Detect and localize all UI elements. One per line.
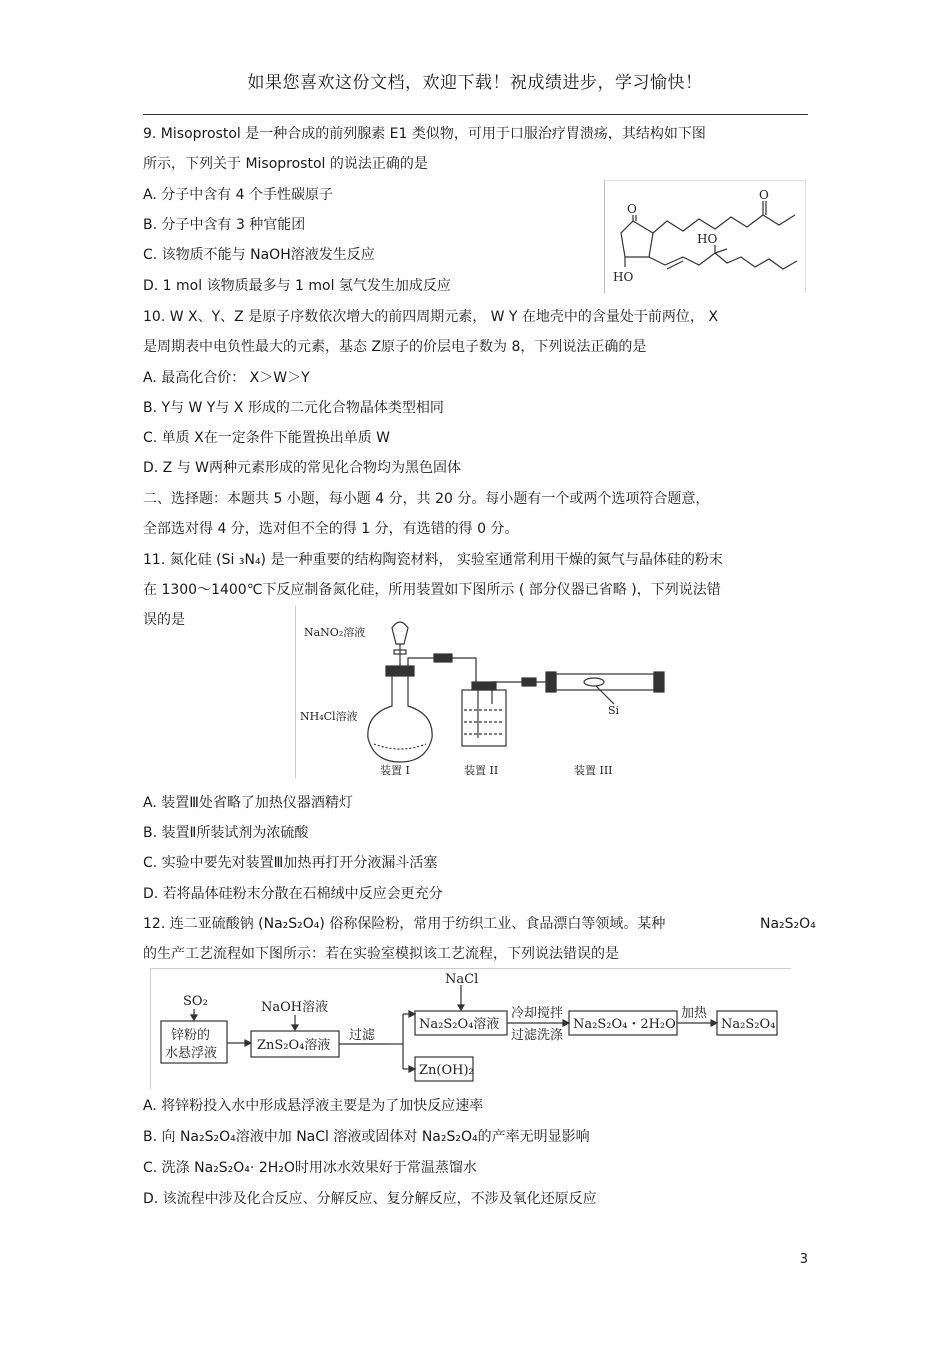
q11-stem-line3: 误的是 (143, 612, 185, 628)
si-label: Si (608, 704, 620, 717)
q10-option-c: C. 单质 X在一定条件下能置换出单质 W (143, 430, 391, 446)
page-number: 3 (799, 1252, 808, 1267)
filter-label: 过滤 (349, 1028, 376, 1043)
apparatus-figure (295, 606, 676, 778)
q10-stem-line2: 是周期表中电负性最大的元素，基态 Z原子的价层电子数为 8，下列说法正确的是 (143, 339, 647, 355)
ketone-o-label: O (627, 202, 637, 216)
q9-option-c: C. 该物质不能与 NaOH溶液发生反应 (143, 247, 375, 263)
q9-stem-line2: 所示，下列关于 Misoprostol 的说法正确的是 (143, 156, 428, 172)
apparatus-1-label: 装置 I (380, 764, 410, 777)
so2-label: SO₂ (183, 994, 208, 1009)
apparatus-3-label: 装置 III (574, 764, 613, 777)
q11-option-a: A. 装置Ⅲ处省略了加热仪器酒精灯 (143, 795, 353, 811)
misoprostol-structure (604, 180, 806, 293)
process-flow-figure (150, 968, 791, 1089)
q12-stem-line1-right: Na₂S₂O₄ (760, 916, 816, 932)
q12-option-a: A. 将锌粉投入水中形成悬浮液主要是为了加快反应速率 (143, 1098, 484, 1114)
znoh2-label: Zn(OH)₂ (419, 1063, 474, 1078)
q10-option-b: B. Y与 W Y与 X 形成的二元化合物晶体类型相同 (143, 400, 444, 416)
ester-o-label: O (759, 188, 769, 202)
q12-option-d: D. 该流程中涉及化合反应、分解反应、复分解反应，不涉及氧化还原反应 (143, 1191, 597, 1207)
nacl-label: NaCl (445, 972, 479, 987)
zinc-label-line2: 水悬浮液 (165, 1046, 218, 1061)
q11-stem-line1: 11. 氮化硅 (Si ₃N₄) 是一种重要的结构陶瓷材料， 实验室通常利用干燥的氮气与晶体硅的粉末 (143, 552, 723, 568)
side-oh-label: HO (697, 232, 718, 246)
q12-option-c: C. 洗涤 Na₂S₂O₄· 2H₂O时用冰水效果好于常温蒸馏水 (143, 1160, 477, 1176)
q12-stem-line2: 的生产工艺流程如下图所示：若在实验室模拟该工艺流程，下列说法错误的是 (143, 946, 619, 962)
section2-line1: 二、选择题：本题共 5 小题，每小题 4 分，共 20 分。每小题有一个或两个选项符合题意， (143, 491, 710, 507)
cool-label-line1: 冷却搅拌 (511, 1006, 564, 1021)
q9-stem-line1: 9. Misoprostol 是一种合成的前列腺素 E1 类似物，可用于口服治疗胃溃疡，其结构如下图 (143, 126, 706, 142)
q11-option-c: C. 实验中要先对装置Ⅲ加热再打开分液漏斗活塞 (143, 855, 438, 871)
heat-label: 加热 (681, 1006, 708, 1021)
ring-oh-label: HO (613, 270, 634, 284)
nano2-label: NaNO₂溶液 (304, 626, 366, 639)
section2-line2: 全部选对得 4 分，选对但不全的得 1 分，有选错的得 0 分。 (143, 521, 519, 537)
page-header: 如果您喜欢这份文档，欢迎下载！祝成绩进步，学习愉快！ (247, 73, 703, 93)
header-rule (143, 114, 808, 115)
q12-stem-line1: 12. 连二亚硫酸钠 (Na₂S₂O₄) 俗称保险粉，常用于纺织工业、食品漂白等领域。某种 (143, 916, 666, 932)
q12-option-b: B. 向 Na₂S₂O₄溶液中加 NaCl 溶液或固体对 Na₂S₂O₄的产率无明显影响 (143, 1129, 590, 1145)
q10-option-d: D. Z 与 W两种元素形成的常见化合物均为黑色固体 (143, 460, 462, 476)
product-label: Na₂S₂O₄ (721, 1017, 776, 1032)
apparatus-2-label: 装置 II (464, 764, 499, 777)
q9-option-b: B. 分子中含有 3 种官能团 (143, 217, 306, 233)
q10-option-a: A. 最高化合价： X＞W＞Y (143, 370, 310, 386)
q11-option-b: B. 装置Ⅱ所装试剂为浓硫酸 (143, 825, 309, 841)
cool-label-line2: 过滤洗涤 (511, 1028, 564, 1043)
q9-option-d: D. 1 mol 该物质最多与 1 mol 氢气发生加成反应 (143, 278, 451, 294)
nh4cl-label: NH₄Cl溶液 (300, 710, 358, 723)
q11-option-d: D. 若将晶体硅粉末分散在石棉绒中反应会更充分 (143, 886, 443, 902)
zns2o4-label: ZnS₂O₄溶液 (257, 1038, 331, 1053)
naoh-label: NaOH溶液 (261, 1000, 329, 1015)
hydrate-label: Na₂S₂O₄・2H₂O (573, 1017, 676, 1032)
q10-stem-line1: 10. W X、Y、Z 是原子序数依次增大的前四周期元素， W Y 在地壳中的含量处于前两位， X (143, 309, 718, 325)
q11-stem-line2: 在 1300～1400℃下反应制备氮化硅，所用装置如下图所示 ( 部分仪器已省略 )，下列说法错 (143, 582, 721, 598)
q9-option-a: A. 分子中含有 4 个手性碳原子 (143, 187, 334, 203)
na2s2o4-solution-label: Na₂S₂O₄溶液 (419, 1017, 500, 1032)
zinc-label-line1: 锌粉的 (171, 1028, 211, 1043)
